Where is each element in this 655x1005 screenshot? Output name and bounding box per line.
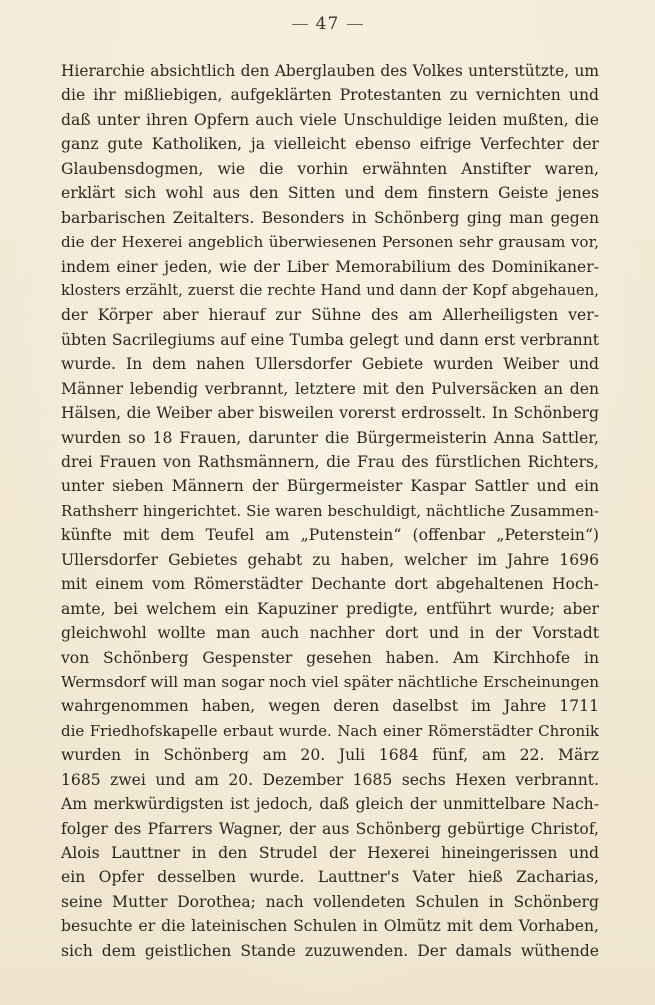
page-number-value: 47 [315, 14, 340, 34]
text-line: wurden so 18 Frauen, darunter die Bürgermeisterin Anna Sattler, [61, 428, 599, 447]
page-number-dash-right [347, 24, 363, 25]
text-line: künfte mit dem Teufel am „Putenstein“ (offenbar „Peterstein“) [61, 526, 599, 545]
page-number [0, 14, 655, 34]
text-line: folger des Pfarrers Wagner, der aus Schönberg gebürtige Christof, [61, 819, 599, 838]
text-line: unter sieben Männern der Bürgermeister Kaspar Sattler und ein [61, 477, 599, 496]
page-number-dash-left [292, 24, 308, 25]
text-line: von Schönberg Gespenster gesehen haben. Am Kirchhofe in [61, 648, 599, 667]
text-line: Glaubensdogmen, wie die vorhin erwähnten Anstifter waren, [61, 159, 599, 178]
text-line: Hälsen, die Weiber aber bisweilen vorerst erdrosselt. In Schönberg [61, 404, 599, 423]
text-line: sich dem geistlichen Stande zuzuwenden. Der damals wüthende [61, 941, 599, 960]
text-line: übten Sacrilegiums auf eine Tumba gelegt und dann erst verbrannt [61, 330, 599, 349]
text-line: amte, bei welchem ein Kapuziner predigte, entführt wurde; aber [61, 599, 599, 618]
text-line: gleichwohl wollte man auch nachher dort und in der Vorstadt [61, 624, 599, 643]
text-line: indem einer jeden, wie der Liber Memorabilium des Dominikaner- [61, 257, 599, 276]
text-line: klosters erzählt, zuerst die rechte Hand und dann der Kopf abgehauen, [61, 281, 599, 299]
text-line: wurden in Schönberg am 20. Juli 1684 fünf, am 22. März [61, 746, 599, 765]
text-line: die ihr mißliebigen, aufgeklärten Protestanten zu vernichten und [61, 86, 599, 105]
text-line: seine Mutter Dorothea; nach vollendeten Schulen in Schönberg [61, 892, 599, 911]
text-line: mit einem vom Römerstädter Dechante dort abgehaltenen Hoch- [61, 575, 599, 594]
text-line: Wermsdorf will man sogar noch viel später nächtliche Erscheinungen [61, 672, 599, 691]
text-line: wurde. In dem nahen Ullersdorfer Gebiete wurden Weiber und [61, 355, 599, 374]
text-line: Hierarchie absichtlich den Aberglauben des Volkes unterstützte, um [61, 62, 599, 80]
text-line: besuchte er die lateinischen Schulen in Olmütz mit dem Vorhaben, [61, 917, 599, 936]
text-line: die Friedhofskapelle erbaut wurde. Nach einer Römerstädter Chronik [61, 721, 599, 740]
text-line: barbarischen Zeitalters. Besonders in Schönberg ging man gegen [61, 208, 599, 227]
text-line: ein Opfer desselben wurde. Lauttner's Vater hieß Zacharias, [61, 868, 599, 887]
text-line: erklärt sich wohl aus den Sitten und dem finstern Geiste jenes [61, 184, 599, 203]
text-line: drei Frauen von Rathsmännern, die Frau des fürstlichen Richters, [61, 453, 599, 471]
text-line: Ullersdorfer Gebietes gehabt zu haben, welcher im Jahre 1696 [61, 550, 599, 569]
text-line: die der Hexerei angeblich überwiesenen Personen sehr grausam vor, [61, 233, 599, 252]
text-line: Am merkwürdigsten ist jedoch, daß gleich der unmittelbare Nach- [61, 795, 599, 814]
text-line: der Körper aber hierauf zur Sühne des am Allerheiligsten ver- [61, 306, 599, 325]
text-line: daß unter ihren Opfern auch viele Unschuldige leiden mußten, die [61, 110, 599, 129]
text-line: ganz gute Katholiken, ja vielleicht ebenso eifrige Verfechter der [61, 135, 599, 154]
body-text [61, 59, 599, 963]
text-line: Alois Lauttner in den Strudel der Hexerei hineingerissen und [61, 844, 599, 862]
text-line: Rathsherr hingerichtet. Sie waren beschuldigt, nächtliche Zusammen- [61, 501, 599, 520]
text-line: Männer lebendig verbrannt, letztere mit den Pulversäcken an den [61, 379, 599, 398]
text-line: 1685 zwei und am 20. Dezember 1685 sechs Hexen verbrannt. [61, 770, 599, 789]
text-line: wahrgenommen haben, wegen deren daselbst im Jahre 1711 [61, 697, 599, 716]
